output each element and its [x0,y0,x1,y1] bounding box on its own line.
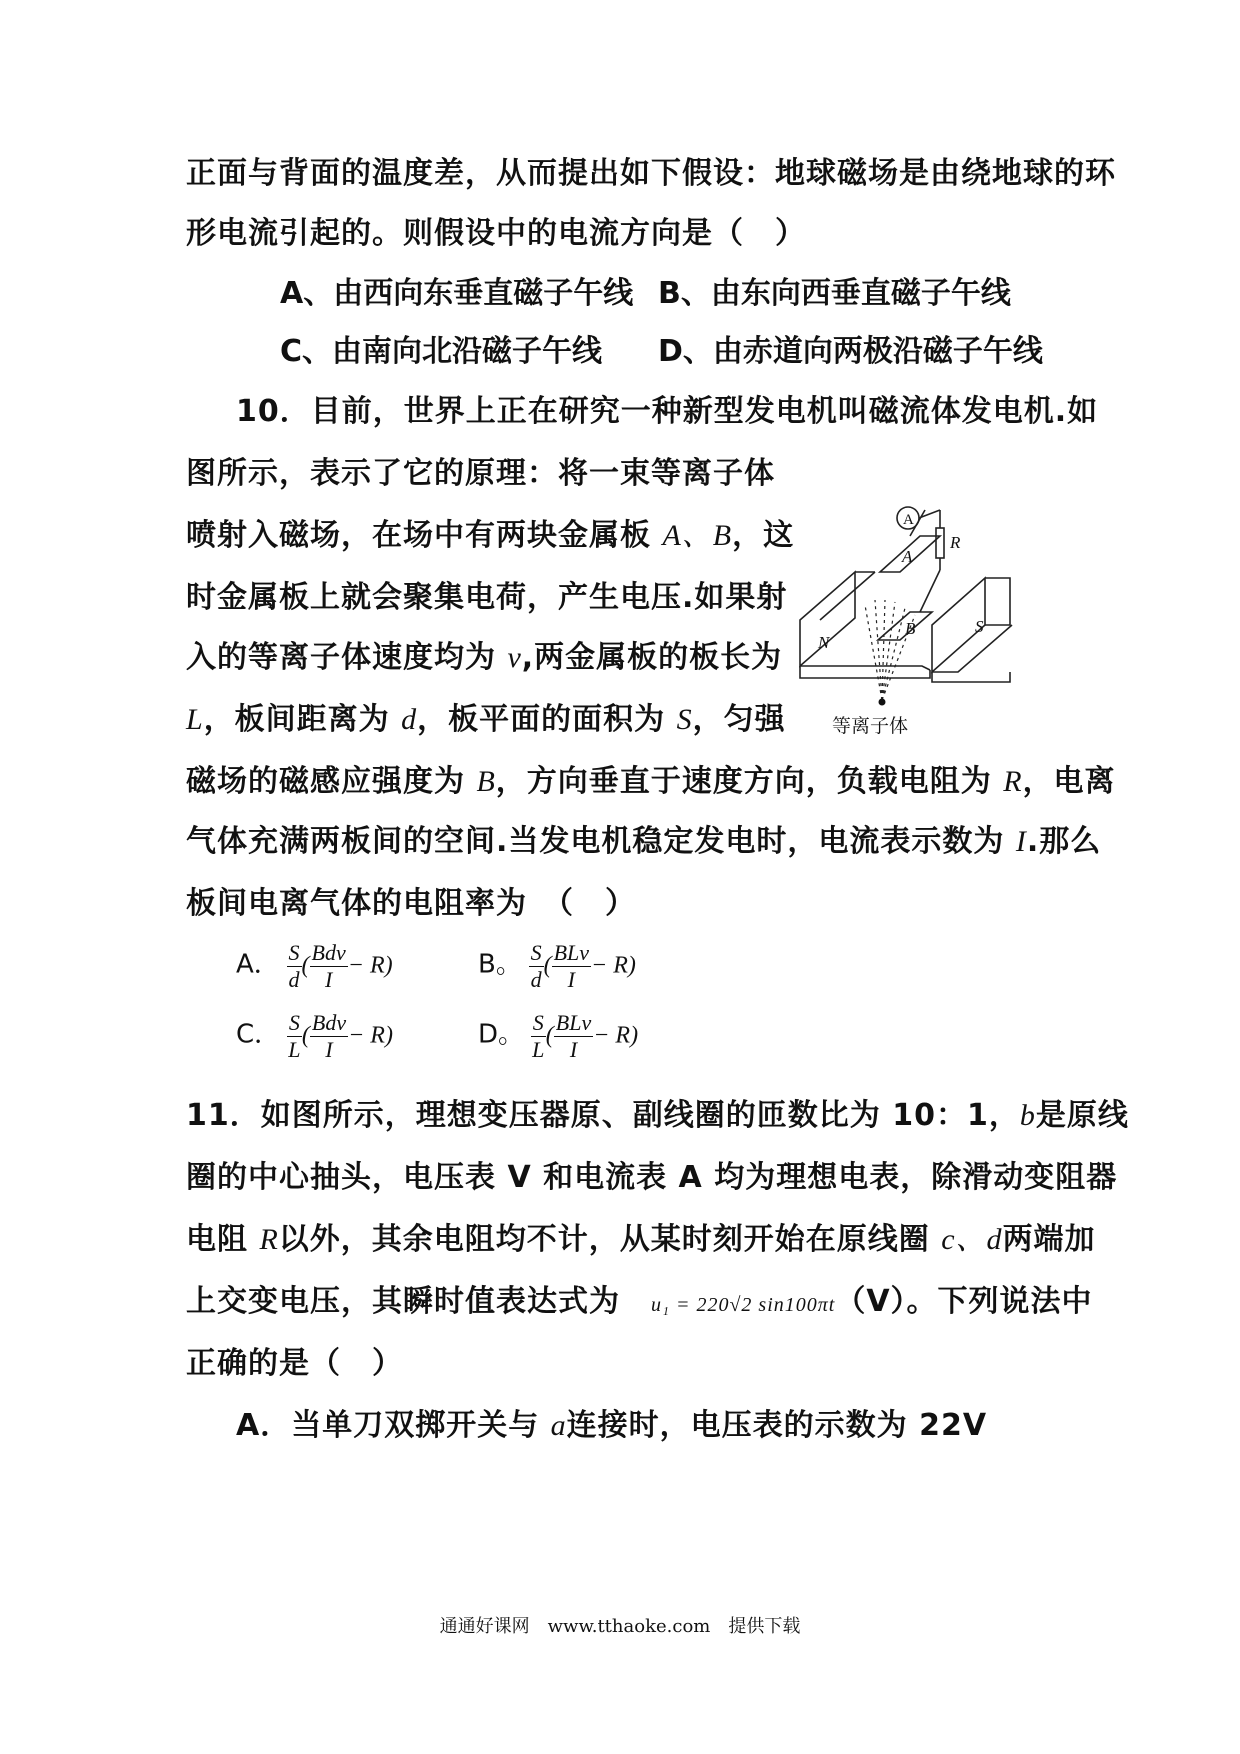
q10-option-d: D。 $\frac{S}{L}$ ( $\frac{\text{BLv}}{I}$ − R) [478,1010,639,1062]
q10-line-9: 板间电离气体的电阻率为 （ ） [186,886,636,921]
q9-option-d: D、由赤道向两极沿磁子午线 [658,334,1043,369]
q11-line-3: 电阻 R以外，其余电阻均不计，从某时刻开始在原线圈 c、d两端加 [186,1222,1096,1257]
plasma-source [879,699,886,706]
q10-option-b: B。 $\frac{S}{d}$ ( $\frac{\text{BLv}}{I}$ − R) [478,940,636,992]
plate-b-label: B [905,619,916,638]
q9-line-2: 形电流引起的。则假设中的电流方向是（ ） [186,216,806,251]
ammeter-label: A [903,512,914,528]
figure-caption: 等离子体 [832,715,909,737]
voltage-formula: u₁ = 220√2 sin100πt [651,1294,836,1316]
q10-line-8: 气体充满两板间的空间.当发电机稳定发电时，电流表示数为 I.那么 [186,824,1102,859]
q10-line-6: L，板间距离为 d，板平面的面积为 S，匀强 [186,702,786,737]
q10-line-5: 入的等离子体速度均为 v,两金属板的板长为 [186,640,783,675]
q11-line-1: 11．如图所示，理想变压器原、副线圈的匝数比为 10：1，b是原线 [186,1098,1129,1133]
resistor-label: R [950,533,961,552]
q10-line-2: 图所示，表示了它的原理：将一束等离子体 [186,456,775,491]
magnet-n-label: N [818,633,830,652]
q10-option-c: C． $\frac{S}{L}$ ( $\frac{\text{Bdv}}{I}$ − R) [236,1010,393,1062]
plate-a-label: A [902,547,913,566]
magnet-s-label: S [975,617,984,636]
q11-line-5: 正确的是（ ） [186,1346,403,1381]
q11-line-4: 上交变电压，其瞬时值表达式为 u₁ = 220√2 sin100πt（V）。下列说法中 [186,1284,1093,1319]
q11-line-2: 圈的中心抽头，电压表 V 和电流表 A 均为理想电表，除滑动变阻器 [186,1160,1118,1195]
q10-line-4: 时金属板上就会聚集电荷，产生电压.如果射 [186,580,788,615]
q10-line-7: 磁场的磁感应强度为 B，方向垂直于速度方向，负载电阻为 R，电离 [186,764,1116,799]
resistor [936,528,944,558]
mhd-generator-figure [780,500,1040,760]
q9-option-b: B、由东向西垂直磁子午线 [658,276,1011,311]
q9-option-c: C、由南向北沿磁子午线 [280,334,603,369]
q9-line-1: 正面与背面的温度差，从而提出如下假设：地球磁场是由绕地球的环 [186,156,1116,191]
q9-option-a: A、由西向东垂直磁子午线 [280,276,634,311]
q11-option-a: A．当单刀双掷开关与 a连接时，电压表的示数为 22V [236,1408,988,1443]
q10-line-3: 喷射入磁场，在场中有两块金属板 A、B，这 [186,518,795,553]
q10-option-a: A． $\frac{S}{d}$ ( $\frac{\text{Bdv}}{I}$ − R) [236,940,393,992]
page-footer: 通通好课网 www.tthaoke.com 提供下载 [439,1616,801,1637]
q10-line-1: 10．目前，世界上正在研究一种新型发电机叫磁流体发电机.如 [236,394,1099,429]
